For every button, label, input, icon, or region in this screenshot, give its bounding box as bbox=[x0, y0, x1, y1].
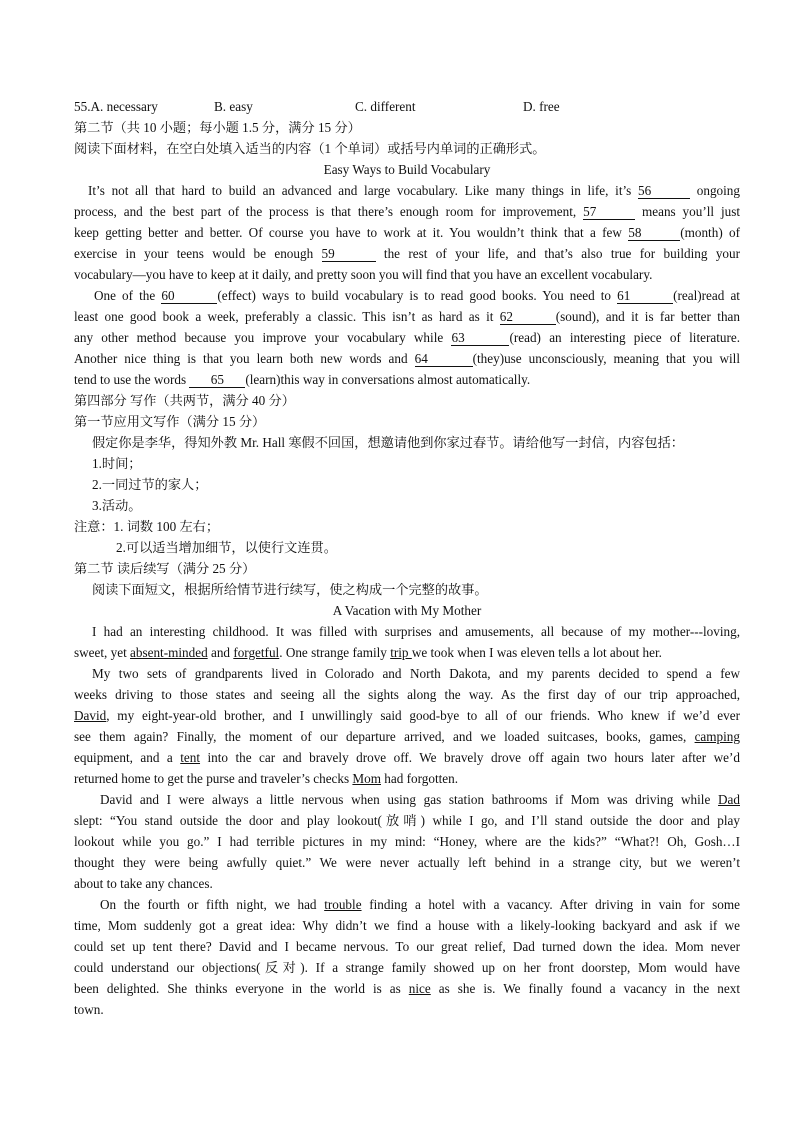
underlined-word: nice bbox=[408, 981, 431, 996]
underlined-word: Mom bbox=[352, 771, 381, 786]
q55-option-d: D. free bbox=[523, 99, 560, 114]
story-p1-line1: I had an interesting childhood. It was filled with surprises and amusements, all because of my mother---loving, bbox=[92, 624, 740, 639]
underlined-word: David bbox=[74, 708, 107, 723]
part4-section2-header: 第二节 读后续写（满分 25 分） bbox=[74, 561, 256, 576]
q55-option-c: C. different bbox=[355, 99, 416, 114]
note-2: 2.可以适当增加细节，以使行文连贯。 bbox=[116, 540, 337, 555]
blank-57[interactable]: 57 bbox=[583, 204, 635, 220]
passage-p2-line3: any other method because you improve your vocabulary while 63 (read) an interesting piece of literature. bbox=[74, 330, 740, 345]
story-p3-line1: David and I were always a little nervous when using gas station bathrooms if Mom was driving while Dad bbox=[100, 792, 740, 807]
story-p1-line2: sweet, yet absent-minded and forgetful. One strange family trip we took when I was eleven tells a lot about her. bbox=[74, 645, 662, 660]
story-p2-line1: My two sets of grandparents lived in Colorado and North Dakota, and my parents decided to spend a few bbox=[92, 666, 740, 681]
blank-62[interactable]: 62 bbox=[500, 309, 556, 325]
blank-56[interactable]: 56 bbox=[638, 183, 690, 199]
section2-header: 第二节（共 10 小题；每小题 1.5 分，满分 15 分） bbox=[74, 120, 361, 135]
story-p2-line6: returned home to get the purse and traveler’s checks Mom had forgotten. bbox=[74, 771, 459, 786]
underlined-word: camping bbox=[694, 729, 740, 744]
part4-header: 第四部分 写作（共两节，满分 40 分） bbox=[74, 393, 295, 408]
story-p2-line5: equipment, and a tent into the car and bravely drove off. We bravely drove off again two hours later after we’d bbox=[74, 750, 740, 765]
part4-section1-prompt: 假定你是李华，得知外教 Mr. Hall 寒假不回国，想邀请他到你家过春节。请给他写一封信，内容包括： bbox=[92, 435, 684, 450]
content-point-2: 2.一同过节的家人； bbox=[92, 477, 208, 492]
note-1: 注意：1. 词数 100 左右； bbox=[74, 519, 220, 534]
underlined-word: trip bbox=[390, 645, 412, 660]
passage-p1-line5: vocabulary—you have to keep at it daily, and pretty soon you will find that you have an excellent vocabulary. bbox=[74, 267, 653, 282]
content-point-1: 1.时间； bbox=[92, 456, 142, 471]
story-p2-line2: weeks driving to those states and seeing all the sights along the way. As the first day of our trip approached, bbox=[74, 687, 740, 702]
q55-option-a: 55.A. necessary bbox=[74, 99, 158, 114]
passage-p2-line1: One of the 60 (effect) ways to build vocabulary is to read good books. You need to 61 (real)read at bbox=[94, 288, 740, 303]
content-point-3: 3.活动。 bbox=[92, 498, 142, 513]
story-p2-line4: see them again? Finally, the moment of our departure arrived, and we loaded suitcases, books, games, camping bbox=[74, 729, 740, 744]
blank-61[interactable]: 61 bbox=[617, 288, 673, 304]
section2-instructions: 阅读下面材料，在空白处填入适当的内容（1 个单词）或括号内单词的正确形式。 bbox=[74, 141, 546, 156]
passage-p1-line2: process, and the best part of the process is that there’s enough room for improvement, 57 means you’ll just bbox=[74, 204, 741, 219]
blank-58[interactable]: 58 bbox=[628, 225, 680, 241]
underlined-word: trouble bbox=[324, 897, 362, 912]
passage-p1-line1: It’s not all that hard to build an advanced and large vocabulary. Like many things in life, it’s 56 ongoing bbox=[88, 183, 740, 198]
underlined-word: Dad bbox=[718, 792, 740, 807]
q55-options bbox=[74, 98, 740, 116]
story-p4-line3: could set up tent there? David and I became nervous. To our great relief, Dad turned down the idea. Mom never bbox=[74, 939, 740, 954]
passage-p1-line4: exercise in your teens would be enough 59 the rest of your life, and that’s also true for building your bbox=[74, 246, 741, 261]
part4-section1-header: 第一节应用文写作（满分 15 分） bbox=[74, 414, 266, 429]
story-p4-line2: time, Mom suddenly got a great idea: Why didn’t we find a house with a likely-looking backyard and ask if we bbox=[74, 918, 740, 933]
story-p3-line2: slept: “You stand outside the door and play lookout(放哨) while I go, and I’ll stand outside the door and play bbox=[74, 813, 740, 828]
blank-60[interactable]: 60 bbox=[161, 288, 217, 304]
blank-65[interactable]: 65 bbox=[189, 372, 245, 388]
passage-p1-line3: keep getting better and better. Of course you have to work at it. You wouldn’t think that a few 58 (month) of bbox=[74, 225, 740, 240]
passage-p2-line4: Another nice thing is that you learn both new words and 64 (they)use unconsciously, meaning that you will bbox=[74, 351, 740, 366]
story-p4-line4: could understand our objections(反对). If a strange family showed up on her front doorstep, Mom would have bbox=[74, 960, 740, 975]
q55-option-b: B. easy bbox=[214, 99, 253, 114]
underlined-word: forgetful bbox=[233, 645, 280, 660]
story-p3-line4: thought they were being awfully quiet.” We were never actually left behind in a strange city, but we weren’t bbox=[74, 855, 740, 870]
passage-p2-line2: least one good book a week, preferably a classic. This isn’t as hard as it 62 (sound), and it is far better than bbox=[74, 309, 740, 324]
underlined-word: tent bbox=[180, 750, 201, 765]
story-p2-line3: David, my eight-year-old brother, and I unwillingly said good-bye to all of our friends. Who knew if we’d ever bbox=[74, 708, 740, 723]
story-p3-line3: lookout while you go.” I had terrible pictures in my mind: “Honey, where are the kids?” “What?! Oh, Gosh…I bbox=[74, 834, 740, 849]
blank-63[interactable]: 63 bbox=[451, 330, 509, 346]
passage-p2-line5: tend to use the words 65 (learn)this way in conversations almost automatically. bbox=[74, 372, 531, 387]
story-title: A Vacation with My Mother bbox=[332, 603, 482, 618]
story-p3-line5: about to take any chances. bbox=[74, 876, 213, 891]
passage-title: Easy Ways to Build Vocabulary bbox=[323, 162, 491, 177]
story-p4-line5: been delighted. She thinks everyone in the world is as nice as she is. We finally found a vacancy in the next bbox=[74, 981, 740, 996]
part4-section2-prompt: 阅读下面短文，根据所给情节进行续写，使之构成一个完整的故事。 bbox=[92, 582, 488, 597]
story-p4-line1: On the fourth or fifth night, we had trouble finding a hotel with a vacancy. After driving in vain for some bbox=[100, 897, 740, 912]
blank-64[interactable]: 64 bbox=[415, 351, 473, 367]
story-p4-line6: town. bbox=[74, 1002, 104, 1017]
blank-59[interactable]: 59 bbox=[322, 246, 376, 262]
underlined-word: absent-minded bbox=[130, 645, 208, 660]
